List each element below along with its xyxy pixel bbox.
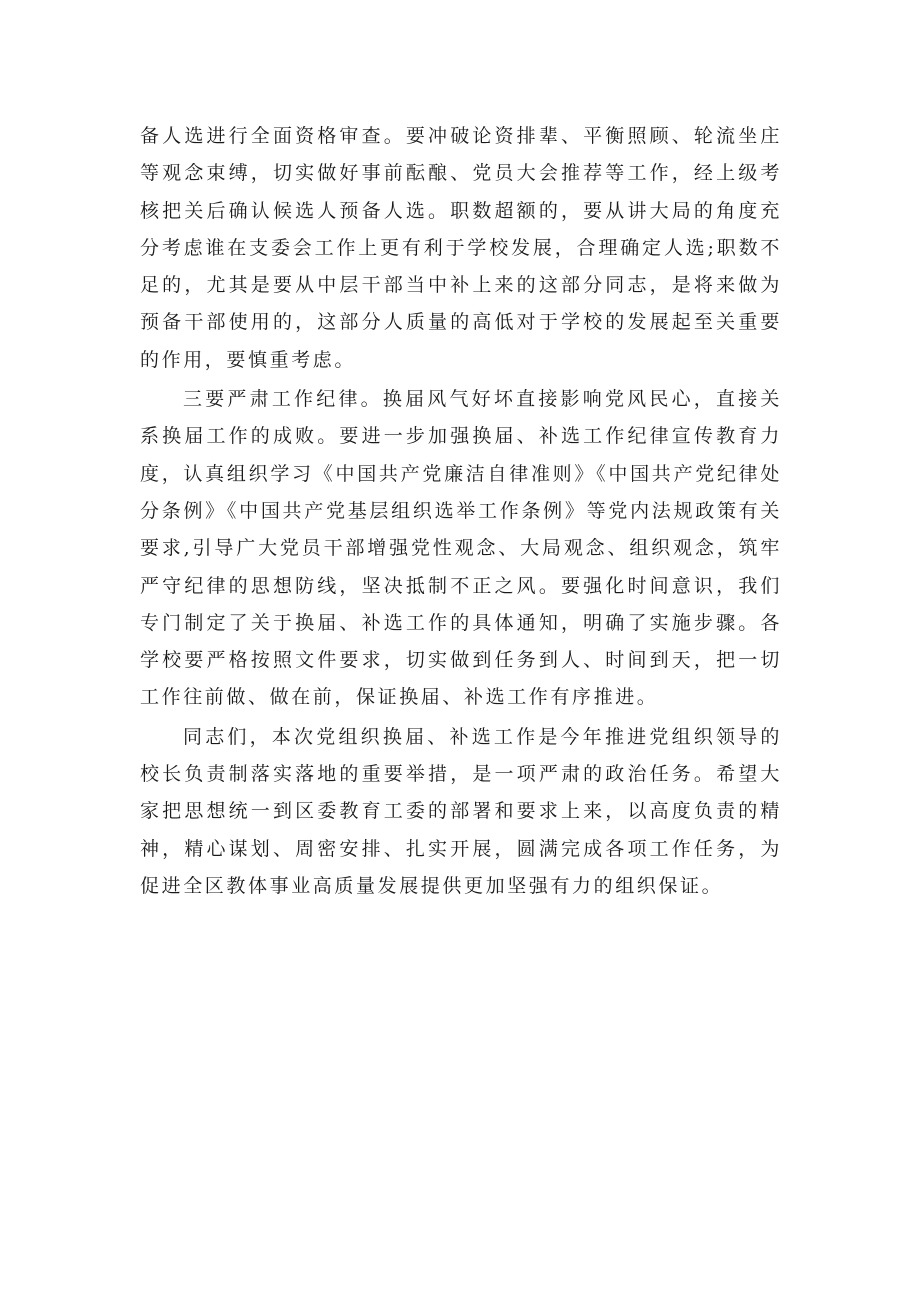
paragraph-closing: 同志们，本次党组织换届、补选工作是今年推进党组织领导的校长负责制落实落地的重要举措，是一项严肃的政治任务。希望大家把思想统一到区委教育工委的部署和要求上来，以高度负责的精神，精心谋划、周密安排、扎实开展，圆满完成各项工作任务，为促进全区教体事业高质量发展提供更加坚强有力的组织保证。 [140, 725, 782, 897]
paragraph-work-discipline: 三要严肃工作纪律。换届风气好坏直接影响党风民心，直接关系换届工作的成败。要进一步加强换届、补选工作纪律宣传教育力度，认真组织学习《中国共产党廉洁自律准则》《中国共产党纪律处分条例》《中国共产党基层组织选举工作条例》等党内法规政策有关要求,引导广大党员干部增强党性观念、大局观念、组织观念，筑牢严守纪律的思想防线，坚决抵制不正之风。要强化时间意识，我们专门制定了关于换届、补选工作的具体通知，明确了实施步骤。各学校要严格按照文件要求，切实做到任务到人、时间到天，把一切工作往前做、做在前，保证换届、补选工作有序推进。 [140, 388, 782, 709]
paragraph-continuation: 备人选进行全面资格审查。要冲破论资排辈、平衡照顾、轮流坐庄等观念束缚，切实做好事前酝酿、党员大会推荐等工作，经上级考核把关后确认候选人预备人选。职数超额的，要从讲大局的角度充分考虑谁在支委会工作上更有利于学校发展，合理确定人选;职数不足的，尤其是要从中层干部当中补上来的这部分同志，是将来做为预备干部使用的，这部分人质量的高低对于学校的发展起至关重要的作用，要慎重考虑。 [140, 125, 782, 371]
document-body [140, 118, 782, 907]
